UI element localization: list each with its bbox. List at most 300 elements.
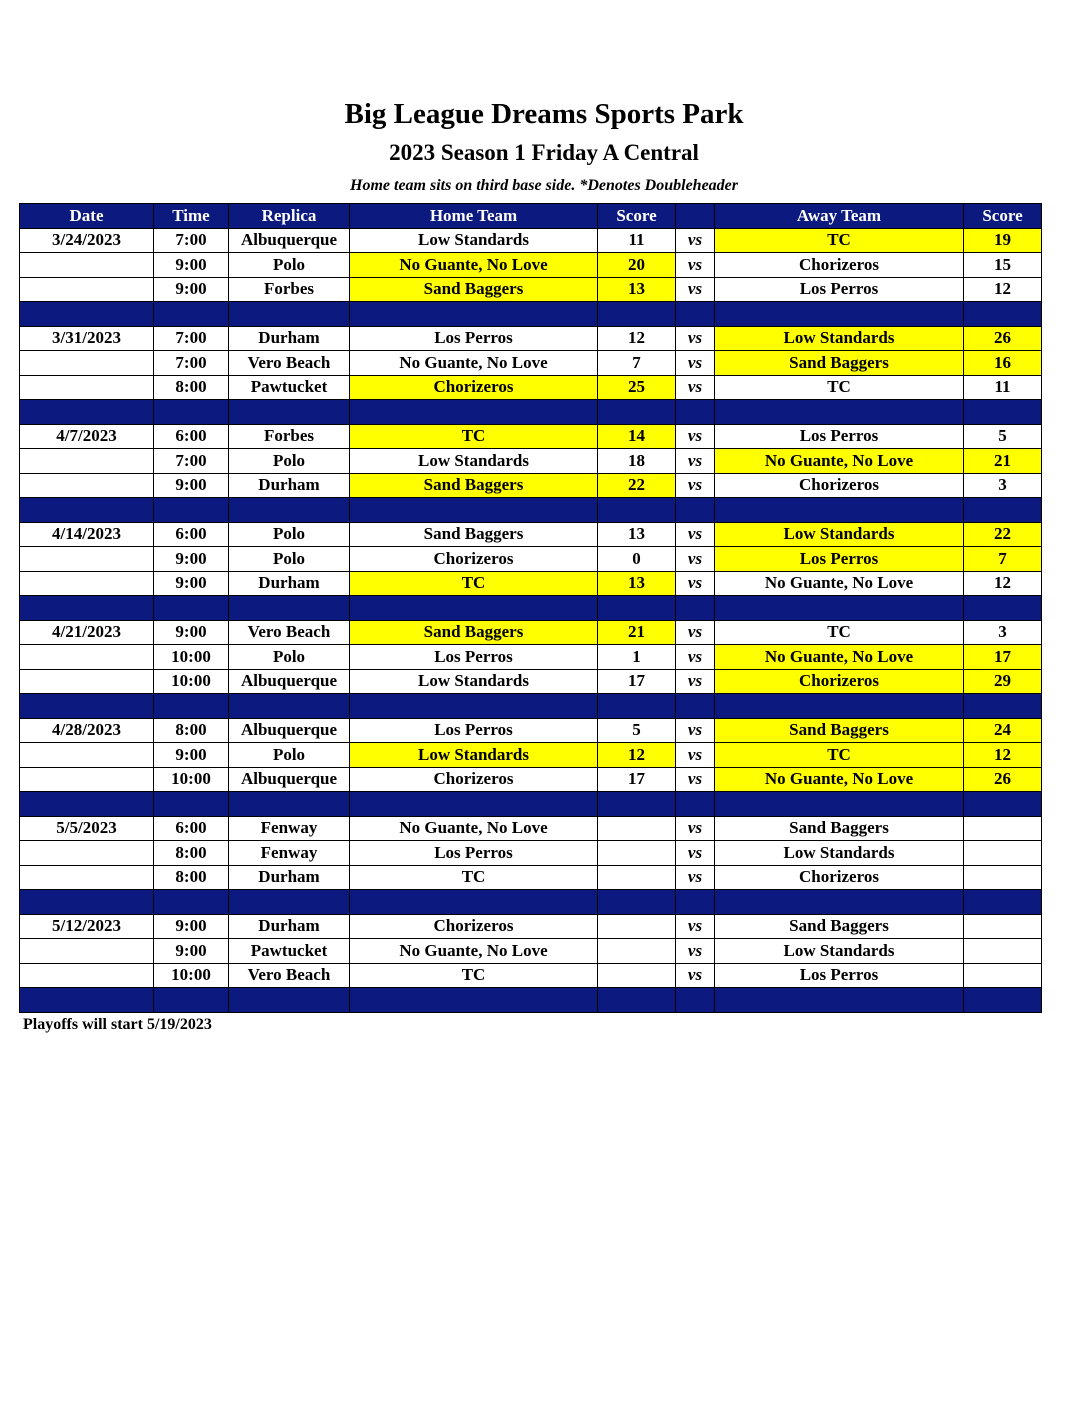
date-cell: 4/21/2023 (20, 620, 154, 645)
vs-cell: vs (676, 375, 715, 400)
vs-cell: vs (676, 743, 715, 768)
replica-cell: Albuquerque (229, 767, 350, 792)
home-score-cell: 17 (598, 767, 676, 792)
game-row (20, 277, 1042, 302)
home-team-cell: Sand Baggers (350, 522, 598, 547)
separator-cell (20, 498, 154, 523)
separator-cell (229, 694, 350, 719)
away-team-cell: TC (715, 228, 964, 253)
away-score-cell (964, 939, 1042, 964)
playoffs-footer: Playoffs will start 5/19/2023 (23, 1016, 212, 1033)
separator-cell (154, 694, 229, 719)
game-row (20, 669, 1042, 694)
page-title: Big League Dreams Sports Park (344, 98, 744, 130)
date-cell (20, 743, 154, 768)
away-score-cell: 26 (964, 326, 1042, 351)
away-team-cell: Low Standards (715, 841, 964, 866)
time-cell: 9:00 (154, 914, 229, 939)
game-row (20, 424, 1042, 449)
home-score-cell: 22 (598, 473, 676, 498)
separator-cell (154, 792, 229, 817)
vs-cell: vs (676, 277, 715, 302)
separator-cell (715, 596, 964, 621)
separator-cell (676, 400, 715, 425)
separator-cell (676, 694, 715, 719)
separator-cell (598, 988, 676, 1013)
date-cell (20, 253, 154, 278)
separator-cell (964, 498, 1042, 523)
game-row (20, 326, 1042, 351)
away-score-cell: 12 (964, 277, 1042, 302)
vs-cell: vs (676, 841, 715, 866)
away-team-cell: Sand Baggers (715, 914, 964, 939)
away-score-cell: 29 (964, 669, 1042, 694)
home-score-cell: 7 (598, 351, 676, 376)
home-team-cell: Low Standards (350, 669, 598, 694)
replica-cell: Polo (229, 449, 350, 474)
time-cell: 7:00 (154, 326, 229, 351)
away-team-cell: Los Perros (715, 277, 964, 302)
schedule-body (20, 228, 1042, 1012)
time-cell: 10:00 (154, 669, 229, 694)
separator-cell (715, 988, 964, 1013)
away-team-cell: Sand Baggers (715, 816, 964, 841)
time-cell: 6:00 (154, 424, 229, 449)
home-team-cell: TC (350, 424, 598, 449)
separator-cell (598, 498, 676, 523)
date-cell (20, 449, 154, 474)
separator-cell (20, 596, 154, 621)
separator-cell (715, 694, 964, 719)
vs-cell: vs (676, 473, 715, 498)
separator-cell (350, 694, 598, 719)
separator-cell (154, 890, 229, 915)
game-row (20, 228, 1042, 253)
separator-cell (676, 988, 715, 1013)
separator-cell (229, 302, 350, 327)
away-score-cell: 26 (964, 767, 1042, 792)
home-team-cell: Los Perros (350, 645, 598, 670)
home-team-cell: Chorizeros (350, 914, 598, 939)
home-score-cell: 14 (598, 424, 676, 449)
home-team-cell: TC (350, 865, 598, 890)
home-score-cell (598, 841, 676, 866)
away-score-cell: 12 (964, 571, 1042, 596)
home-score-cell (598, 816, 676, 841)
season-subtitle: 2023 Season 1 Friday A Central (389, 140, 699, 165)
time-cell: 9:00 (154, 571, 229, 596)
replica-cell: Pawtucket (229, 939, 350, 964)
date-cell (20, 669, 154, 694)
home-team-cell: No Guante, No Love (350, 253, 598, 278)
replica-cell: Durham (229, 473, 350, 498)
game-row (20, 645, 1042, 670)
vs-cell: vs (676, 326, 715, 351)
away-team-cell: No Guante, No Love (715, 449, 964, 474)
home-team-cell: No Guante, No Love (350, 816, 598, 841)
vs-cell: vs (676, 620, 715, 645)
date-cell (20, 841, 154, 866)
away-team-cell: Chorizeros (715, 669, 964, 694)
away-score-cell: 12 (964, 743, 1042, 768)
separator-cell (598, 400, 676, 425)
away-score-cell: 3 (964, 473, 1042, 498)
week-separator-row (20, 890, 1042, 915)
game-row (20, 914, 1042, 939)
replica-cell: Durham (229, 914, 350, 939)
date-cell (20, 473, 154, 498)
away-team-cell: Chorizeros (715, 865, 964, 890)
replica-cell: Vero Beach (229, 963, 350, 988)
home-team-cell: Chorizeros (350, 767, 598, 792)
separator-cell (154, 400, 229, 425)
separator-cell (964, 694, 1042, 719)
replica-cell: Albuquerque (229, 228, 350, 253)
column-header-home-score: Score (598, 204, 676, 229)
away-team-cell: No Guante, No Love (715, 645, 964, 670)
home-score-cell: 11 (598, 228, 676, 253)
date-cell (20, 375, 154, 400)
replica-cell: Fenway (229, 816, 350, 841)
time-cell: 9:00 (154, 473, 229, 498)
home-team-cell: Sand Baggers (350, 620, 598, 645)
separator-cell (20, 988, 154, 1013)
away-score-cell: 22 (964, 522, 1042, 547)
away-score-cell (964, 963, 1042, 988)
replica-cell: Forbes (229, 424, 350, 449)
time-cell: 9:00 (154, 620, 229, 645)
column-header-time: Time (154, 204, 229, 229)
game-row (20, 571, 1042, 596)
away-score-cell: 7 (964, 547, 1042, 572)
separator-cell (154, 302, 229, 327)
date-cell (20, 767, 154, 792)
date-cell: 5/12/2023 (20, 914, 154, 939)
away-score-cell: 19 (964, 228, 1042, 253)
replica-cell: Durham (229, 571, 350, 596)
game-row (20, 963, 1042, 988)
replica-cell: Polo (229, 645, 350, 670)
home-team-cell: Los Perros (350, 841, 598, 866)
away-team-cell: Chorizeros (715, 473, 964, 498)
week-separator-row (20, 302, 1042, 327)
home-team-cell: Sand Baggers (350, 473, 598, 498)
week-separator-row (20, 596, 1042, 621)
away-score-cell (964, 841, 1042, 866)
away-score-cell: 11 (964, 375, 1042, 400)
column-header-away-score: Score (964, 204, 1042, 229)
away-team-cell: Los Perros (715, 963, 964, 988)
separator-cell (154, 988, 229, 1013)
away-score-cell: 15 (964, 253, 1042, 278)
week-separator-row (20, 498, 1042, 523)
separator-cell (715, 302, 964, 327)
home-score-cell: 13 (598, 522, 676, 547)
separator-cell (350, 988, 598, 1013)
home-score-cell: 5 (598, 718, 676, 743)
time-cell: 8:00 (154, 865, 229, 890)
away-team-cell: Chorizeros (715, 253, 964, 278)
date-cell (20, 963, 154, 988)
separator-cell (676, 596, 715, 621)
separator-cell (350, 498, 598, 523)
game-row (20, 743, 1042, 768)
home-team-cell: Chorizeros (350, 375, 598, 400)
separator-cell (964, 890, 1042, 915)
column-header-home-team: Home Team (350, 204, 598, 229)
column-header-away-team: Away Team (715, 204, 964, 229)
vs-cell: vs (676, 767, 715, 792)
home-score-cell: 13 (598, 277, 676, 302)
home-score-cell: 21 (598, 620, 676, 645)
time-cell: 8:00 (154, 375, 229, 400)
home-team-cell: Low Standards (350, 228, 598, 253)
separator-cell (350, 890, 598, 915)
separator-cell (20, 302, 154, 327)
separator-cell (229, 988, 350, 1013)
away-score-cell: 21 (964, 449, 1042, 474)
away-score-cell: 17 (964, 645, 1042, 670)
separator-cell (964, 302, 1042, 327)
home-score-cell (598, 865, 676, 890)
vs-cell: vs (676, 351, 715, 376)
separator-cell (154, 498, 229, 523)
game-row (20, 620, 1042, 645)
separator-cell (598, 302, 676, 327)
game-row (20, 473, 1042, 498)
time-cell: 10:00 (154, 645, 229, 670)
time-cell: 6:00 (154, 522, 229, 547)
separator-cell (20, 400, 154, 425)
separator-cell (20, 890, 154, 915)
home-team-cell: No Guante, No Love (350, 939, 598, 964)
vs-cell: vs (676, 645, 715, 670)
week-separator-row (20, 694, 1042, 719)
replica-cell: Albuquerque (229, 669, 350, 694)
replica-cell: Durham (229, 865, 350, 890)
game-row (20, 841, 1042, 866)
vs-cell: vs (676, 424, 715, 449)
time-cell: 9:00 (154, 277, 229, 302)
time-cell: 9:00 (154, 253, 229, 278)
home-team-cell: Low Standards (350, 449, 598, 474)
home-team-cell: Los Perros (350, 718, 598, 743)
date-cell (20, 571, 154, 596)
home-score-cell: 1 (598, 645, 676, 670)
home-team-cell: Los Perros (350, 326, 598, 351)
replica-cell: Forbes (229, 277, 350, 302)
separator-cell (964, 792, 1042, 817)
home-score-cell: 12 (598, 326, 676, 351)
home-score-cell (598, 939, 676, 964)
separator-cell (350, 792, 598, 817)
home-score-cell (598, 963, 676, 988)
separator-cell (598, 596, 676, 621)
time-cell: 9:00 (154, 547, 229, 572)
home-team-cell: Sand Baggers (350, 277, 598, 302)
away-score-cell: 16 (964, 351, 1042, 376)
game-row (20, 547, 1042, 572)
vs-cell: vs (676, 718, 715, 743)
away-score-cell (964, 816, 1042, 841)
separator-cell (229, 890, 350, 915)
away-team-cell: No Guante, No Love (715, 571, 964, 596)
away-score-cell: 24 (964, 718, 1042, 743)
time-cell: 9:00 (154, 939, 229, 964)
vs-cell: vs (676, 253, 715, 278)
replica-cell: Durham (229, 326, 350, 351)
date-cell: 5/5/2023 (20, 816, 154, 841)
game-row (20, 718, 1042, 743)
vs-cell: vs (676, 865, 715, 890)
separator-cell (676, 890, 715, 915)
column-header-vs (676, 204, 715, 229)
replica-cell: Polo (229, 547, 350, 572)
vs-cell: vs (676, 816, 715, 841)
away-score-cell: 5 (964, 424, 1042, 449)
time-cell: 7:00 (154, 449, 229, 474)
replica-cell: Pawtucket (229, 375, 350, 400)
home-team-cell: TC (350, 963, 598, 988)
home-score-cell: 17 (598, 669, 676, 694)
separator-cell (598, 890, 676, 915)
away-score-cell (964, 914, 1042, 939)
separator-cell (598, 792, 676, 817)
separator-cell (964, 596, 1042, 621)
home-team-cell: Low Standards (350, 743, 598, 768)
vs-cell: vs (676, 571, 715, 596)
home-team-cell: No Guante, No Love (350, 351, 598, 376)
away-team-cell: Low Standards (715, 522, 964, 547)
time-cell: 10:00 (154, 767, 229, 792)
separator-cell (350, 596, 598, 621)
time-cell: 6:00 (154, 816, 229, 841)
replica-cell: Polo (229, 743, 350, 768)
separator-cell (154, 596, 229, 621)
home-team-cell: Chorizeros (350, 547, 598, 572)
separator-cell (229, 596, 350, 621)
date-cell: 4/14/2023 (20, 522, 154, 547)
vs-cell: vs (676, 547, 715, 572)
vs-cell: vs (676, 939, 715, 964)
away-team-cell: Low Standards (715, 326, 964, 351)
date-cell (20, 351, 154, 376)
game-row (20, 865, 1042, 890)
week-separator-row (20, 988, 1042, 1013)
separator-cell (964, 988, 1042, 1013)
time-cell: 8:00 (154, 718, 229, 743)
away-team-cell: Sand Baggers (715, 351, 964, 376)
separator-cell (676, 792, 715, 817)
replica-cell: Vero Beach (229, 351, 350, 376)
game-row (20, 767, 1042, 792)
away-team-cell: TC (715, 620, 964, 645)
away-team-cell: Sand Baggers (715, 718, 964, 743)
date-cell: 4/28/2023 (20, 718, 154, 743)
schedule-table (19, 203, 1042, 1013)
column-header-replica: Replica (229, 204, 350, 229)
week-separator-row (20, 400, 1042, 425)
game-row (20, 522, 1042, 547)
home-score-cell: 13 (598, 571, 676, 596)
game-row (20, 253, 1042, 278)
time-cell: 7:00 (154, 351, 229, 376)
separator-cell (715, 890, 964, 915)
date-cell (20, 645, 154, 670)
away-team-cell: Low Standards (715, 939, 964, 964)
home-score-cell: 12 (598, 743, 676, 768)
separator-cell (676, 302, 715, 327)
separator-cell (350, 400, 598, 425)
away-team-cell: TC (715, 743, 964, 768)
date-cell: 3/31/2023 (20, 326, 154, 351)
vs-cell: vs (676, 228, 715, 253)
away-team-cell: TC (715, 375, 964, 400)
away-score-cell: 3 (964, 620, 1042, 645)
separator-cell (598, 694, 676, 719)
game-row (20, 351, 1042, 376)
away-team-cell: Los Perros (715, 547, 964, 572)
game-row (20, 939, 1042, 964)
away-team-cell: No Guante, No Love (715, 767, 964, 792)
separator-cell (229, 498, 350, 523)
game-row (20, 375, 1042, 400)
away-team-cell: Los Perros (715, 424, 964, 449)
separator-cell (715, 498, 964, 523)
separator-cell (676, 498, 715, 523)
away-score-cell (964, 865, 1042, 890)
time-cell: 7:00 (154, 228, 229, 253)
home-team-cell: TC (350, 571, 598, 596)
replica-cell: Polo (229, 522, 350, 547)
replica-cell: Fenway (229, 841, 350, 866)
vs-cell: vs (676, 963, 715, 988)
column-header-date: Date (20, 204, 154, 229)
home-score-cell: 25 (598, 375, 676, 400)
separator-cell (715, 400, 964, 425)
home-score-cell: 0 (598, 547, 676, 572)
separator-cell (964, 400, 1042, 425)
date-cell (20, 939, 154, 964)
separator-cell (229, 792, 350, 817)
replica-cell: Vero Beach (229, 620, 350, 645)
date-cell (20, 865, 154, 890)
home-score-cell: 18 (598, 449, 676, 474)
date-cell: 4/7/2023 (20, 424, 154, 449)
home-score-cell: 20 (598, 253, 676, 278)
header-row (20, 204, 1042, 229)
vs-cell: vs (676, 449, 715, 474)
replica-cell: Albuquerque (229, 718, 350, 743)
date-cell (20, 547, 154, 572)
vs-cell: vs (676, 522, 715, 547)
date-cell: 3/24/2023 (20, 228, 154, 253)
time-cell: 9:00 (154, 743, 229, 768)
separator-cell (20, 792, 154, 817)
date-cell (20, 277, 154, 302)
separator-cell (229, 400, 350, 425)
schedule-note: Home team sits on third base side. *Denotes Doubleheader (350, 177, 738, 194)
separator-cell (715, 792, 964, 817)
home-score-cell (598, 914, 676, 939)
vs-cell: vs (676, 914, 715, 939)
week-separator-row (20, 792, 1042, 817)
vs-cell: vs (676, 669, 715, 694)
time-cell: 8:00 (154, 841, 229, 866)
game-row (20, 816, 1042, 841)
replica-cell: Polo (229, 253, 350, 278)
time-cell: 10:00 (154, 963, 229, 988)
